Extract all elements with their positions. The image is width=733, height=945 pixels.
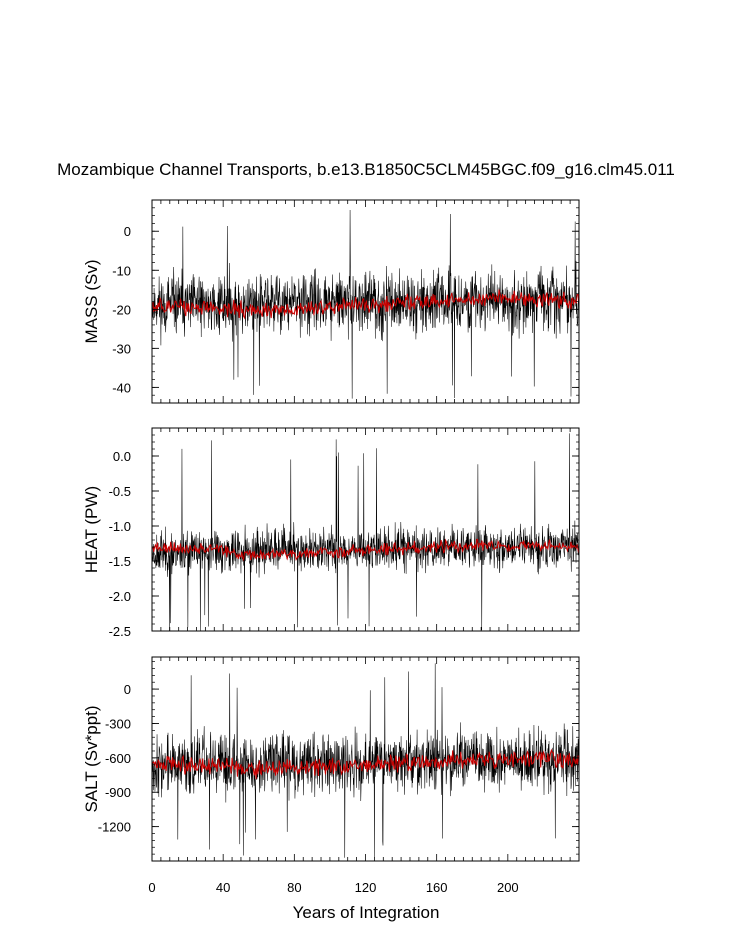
figure-title: Mozambique Channel Transports, b.e13.B1850C5CLM45BGC.f09_g16.clm45.011 (57, 160, 675, 179)
x-tick-label: 80 (287, 880, 302, 895)
salt-y-tick-label: -900 (104, 785, 131, 801)
mass-y-axis-label: MASS (Sv) (82, 259, 101, 344)
x-tick-label: 0 (148, 880, 156, 895)
panel-salt (82, 657, 579, 861)
salt-y-tick-label: -300 (104, 716, 131, 732)
panel-mass (82, 200, 579, 403)
heat-y-tick-label: 0.0 (112, 449, 131, 464)
mass-y-tick-label: -20 (112, 302, 131, 318)
mass-y-tick-label: 0 (123, 224, 131, 240)
salt-y-tick-label: 0 (123, 682, 131, 698)
heat-y-tick-label: -2.0 (108, 589, 131, 604)
heat-plot-frame (152, 428, 579, 631)
x-tick-label: 200 (496, 880, 519, 895)
salt-y-axis-label: SALT (Sv*ppt) (82, 705, 101, 813)
heat-y-axis-label: HEAT (PW) (82, 485, 101, 574)
x-tick-label: 120 (354, 880, 377, 895)
heat-y-tick-label: -0.5 (108, 484, 131, 499)
x-tick-label: 40 (215, 880, 231, 895)
panel-heat (82, 428, 579, 639)
mass-y-tick-label: -30 (112, 341, 131, 357)
heat-y-tick-label: -1.0 (108, 519, 131, 534)
salt-y-tick-label: -600 (104, 750, 131, 766)
salt-monthly-line (152, 663, 579, 857)
heat-y-tick-label: -1.5 (108, 554, 131, 569)
mass-y-tick-label: -40 (112, 380, 131, 396)
x-tick-label: 160 (425, 880, 448, 895)
x-axis-label: Years of Integration (292, 903, 440, 922)
mass-y-tick-label: -10 (112, 263, 131, 279)
heat-monthly-line (152, 433, 579, 631)
heat-y-tick-label: -2.5 (108, 624, 131, 639)
salt-y-tick-label: -1200 (97, 819, 131, 835)
